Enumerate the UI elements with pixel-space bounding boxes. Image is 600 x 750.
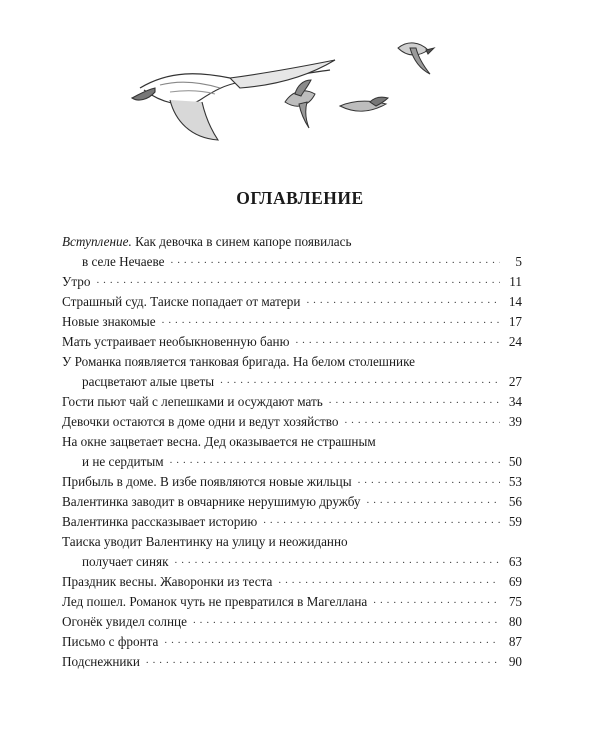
toc-entry[interactable] (62, 272, 522, 292)
toc-entry-text: получает синяк (82, 554, 169, 569)
toc-entry[interactable] (62, 612, 522, 632)
toc-page-number: 53 (508, 474, 522, 489)
dot-leader (295, 332, 500, 346)
toc-entry[interactable] (62, 332, 522, 352)
toc-page-number: 27 (508, 374, 522, 389)
toc-entry-text: Девочки остаются в доме одни и ведут хозяйство (62, 414, 339, 429)
dot-leader (358, 472, 500, 486)
toc-entry-text: расцветают алые цветы (82, 374, 215, 389)
toc-entry-text: У Романка появляется танковая бригада. На белом столешнике (62, 354, 416, 369)
toc-entry[interactable] (62, 432, 522, 472)
toc-entry[interactable] (62, 632, 522, 652)
toc-entry[interactable] (62, 292, 522, 312)
dot-leader (344, 412, 500, 426)
toc-entry[interactable] (62, 472, 522, 492)
dot-leader (329, 392, 500, 406)
toc-entry-text: Письмо с фронта (62, 634, 159, 649)
toc-page-number: 80 (508, 614, 522, 629)
toc-page-number: 90 (508, 654, 522, 669)
dot-leader (96, 272, 500, 286)
toc-page-number: 87 (508, 634, 522, 649)
toc-entry-text: Валентинка заводит в овчарнике нерушимую дружбу (62, 494, 361, 509)
toc-entry[interactable] (62, 532, 522, 572)
toc-page-number: 11 (509, 274, 522, 289)
dot-leader (170, 452, 500, 466)
toc-entry[interactable] (62, 412, 522, 432)
toc-entry-text: и не сердитым (82, 454, 164, 469)
toc-entry[interactable] (62, 592, 522, 612)
toc-page-number: 69 (508, 574, 522, 589)
toc-page-number: 63 (508, 554, 522, 569)
dot-leader (220, 372, 500, 386)
toc-entry-text: Как девочка в синем капоре появилась (135, 234, 352, 249)
toc-entry[interactable] (62, 572, 522, 592)
toc-entry-text: Прибыль в доме. В избе появляются новые жильцы (62, 474, 352, 489)
toc-list (62, 232, 522, 672)
toc-page-number: 34 (508, 394, 522, 409)
dot-leader (164, 632, 500, 646)
toc-entry[interactable] (62, 232, 522, 272)
toc-entry-label: Вступление. (62, 234, 132, 249)
toc-page-number: 14 (508, 294, 522, 309)
toc-entry[interactable] (62, 492, 522, 512)
toc-entry-text: Праздник весны. Жаворонки из теста (62, 574, 273, 589)
dot-leader (193, 612, 500, 626)
toc-entry-text: Утро (62, 274, 91, 289)
toc-entry-text: Лед пошел. Романок чуть не превратился в Магеллана (62, 594, 368, 609)
dot-leader (175, 552, 501, 566)
toc-entry[interactable] (62, 352, 522, 392)
toc-entry-text: Огонёк увидел солнце (62, 614, 187, 629)
toc-page-number: 5 (515, 254, 522, 269)
dot-leader (171, 252, 500, 266)
toc-entry[interactable] (62, 392, 522, 412)
toc-page-number: 56 (508, 494, 522, 509)
toc-page-number: 50 (508, 454, 522, 469)
dot-leader (146, 652, 500, 666)
toc-page-number: 39 (508, 414, 522, 429)
toc-entry-text: Гости пьют чай с лепешками и осуждают мать (62, 394, 323, 409)
small-bird-icon (285, 80, 315, 128)
toc-entry-text: Валентинка рассказывает историю (62, 514, 258, 529)
dot-leader (373, 592, 500, 606)
toc-entry-text: Подснежники (62, 654, 140, 669)
dot-leader (278, 572, 500, 586)
toc-entry-text: Таиска уводит Валентинку на улицу и неожиданно (62, 534, 348, 549)
toc-page-number: 24 (508, 334, 522, 349)
toc-page-number: 59 (508, 514, 522, 529)
small-bird-icon (340, 97, 388, 111)
toc-title: ОГЛАВЛЕНИЕ (236, 188, 364, 208)
toc-page-number: 75 (508, 594, 522, 609)
toc-entry-text: Мать устраивает необыкновенную баню (62, 334, 290, 349)
toc-entry-text: Страшный суд. Таиске попадает от матери (62, 294, 301, 309)
toc-entry-text: в селе Нечаеве (82, 254, 165, 269)
birds-illustration (130, 30, 460, 150)
toc-entry[interactable] (62, 312, 522, 332)
dot-leader (263, 512, 500, 526)
dot-leader (162, 312, 500, 326)
toc-entry-text: На окне зацветает весна. Дед оказывается не страшным (62, 434, 376, 449)
toc-page-number: 17 (508, 314, 522, 329)
dot-leader (367, 492, 500, 506)
toc-entry[interactable] (62, 512, 522, 532)
small-bird-icon (398, 43, 434, 74)
toc-entry-text: Новые знакомые (62, 314, 156, 329)
toc-entry[interactable] (62, 652, 522, 672)
dot-leader (306, 292, 500, 306)
